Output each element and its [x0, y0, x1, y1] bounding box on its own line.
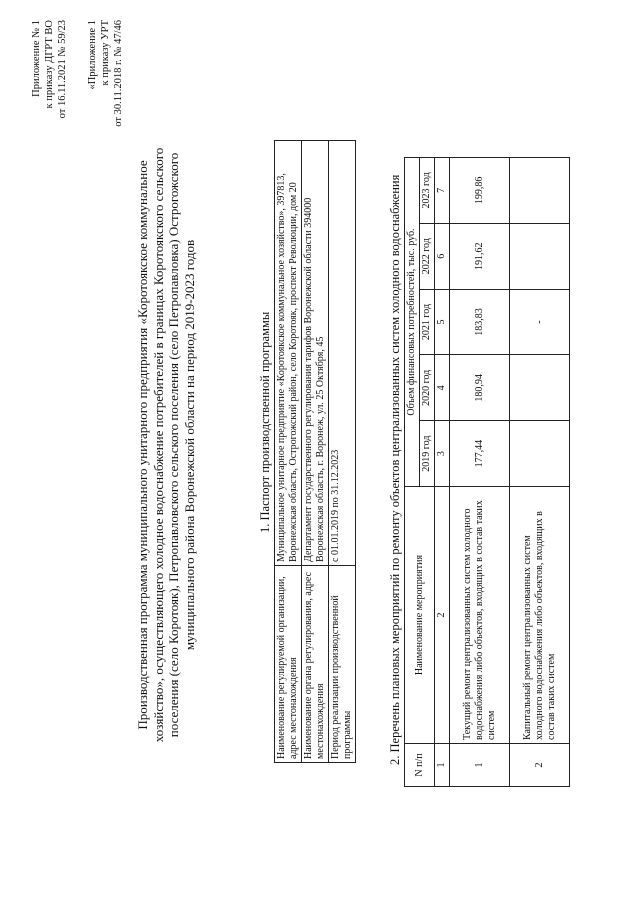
row-name: Текущий ремонт централизованных систем холодного водоснабжения либо объектов, входящих в состав таких систем: [450, 487, 510, 744]
index-cell: 3: [435, 421, 450, 487]
index-cell: 6: [435, 223, 450, 289]
passport-value: Муниципальное унитарное предприятие «Коротоякское коммунальное хозяйство», 397813, Воронежская область, Острогожский район, село Коротояк, проспект Революции, дом 20: [275, 141, 302, 566]
title-line: муниципального района Воронежской области на период 2019-2023 годов: [181, 239, 197, 651]
row-value: [510, 158, 570, 224]
row-name: Капитальный ремонт централизованных систем холодного водоснабжения либо объектов, входящих в состав таких систем: [510, 487, 570, 744]
passport-table: [274, 140, 356, 763]
year-header: 2021 год: [420, 289, 435, 355]
row-value: 191,62: [450, 223, 510, 289]
index-cell: 7: [435, 158, 450, 224]
col-group-header: Объем финансовых потребностей, тыс. руб.: [405, 158, 420, 487]
passport-key: Наименование органа регулирования, адрес местонахождения: [302, 566, 329, 763]
passport-key: Наименование регулируемой организации, адрес местонахождения: [275, 566, 302, 763]
row-value: 177,44: [450, 421, 510, 487]
index-cell: 2: [435, 487, 450, 744]
approval-line: от 16.11.2021 № 59/23: [57, 20, 68, 119]
approval-block-1: [30, 20, 69, 170]
row-value: [510, 355, 570, 421]
year-header: 2019 год: [420, 421, 435, 487]
row-value: 183,83: [450, 289, 510, 355]
document-title: [135, 105, 197, 785]
passport-value: с 01.01.2019 по 31.12.2023: [329, 141, 356, 566]
row-num: 1: [450, 744, 510, 787]
year-header: 2022 год: [420, 223, 435, 289]
title-line: Производственная программа муниципального унитарного предприятия «Коротоякское коммунальное: [135, 160, 150, 730]
approval-line: «Приложение 1: [87, 20, 98, 90]
section-1-heading: 1. Паспорт производственной программы: [258, 311, 272, 533]
col-num-header: N п/п: [405, 744, 435, 787]
row-value: -: [510, 289, 570, 355]
table-row: [275, 141, 302, 763]
row-value: 180,94: [450, 355, 510, 421]
col-name-header: Наименование мероприятия: [405, 487, 435, 744]
index-cell: 4: [435, 355, 450, 421]
index-cell: 5: [435, 289, 450, 355]
table-row: [329, 141, 356, 763]
table-index-row: [435, 158, 450, 787]
row-value: 199,86: [450, 158, 510, 224]
year-header: 2023 год: [420, 158, 435, 224]
table-row: [510, 158, 570, 787]
approval-line: от 30.11.2018 г. № 47/46: [113, 20, 124, 127]
title-line: поселения (село Коротояк), Петропавловского сельского поселения (село Петропавловка) Острогожского: [166, 152, 181, 738]
passport-key: Период реализации производственной программы: [329, 566, 356, 763]
section-2-heading: 2. Перечень плановых мероприятий по ремонту объектов централизованных систем холодного водоснабжения: [388, 174, 402, 765]
year-header: 2020 год: [420, 355, 435, 421]
table-row: [450, 158, 510, 787]
title-line: хозяйство», осуществляющего холодное водоснабжение потребителей в границах Коротоякского сельского: [150, 147, 166, 743]
table-row: [302, 141, 329, 763]
row-num: 2: [510, 744, 570, 787]
plan-table: [404, 157, 570, 787]
row-value: [510, 421, 570, 487]
index-cell: 1: [435, 744, 450, 787]
approval-line: к приказу УРТ: [100, 20, 111, 86]
approval-line: Приложение № 1: [31, 20, 42, 97]
row-value: [510, 223, 570, 289]
approval-block-2: [86, 20, 125, 185]
passport-value: Департамент государственного регулирования тарифов Воронежской области 394000 Воронежская область, г. Воронеж, ул. 25 Октября, 45: [302, 141, 329, 566]
table-header-row: [405, 158, 420, 787]
approval-line: к приказу ДГРТ ВО: [44, 20, 55, 109]
